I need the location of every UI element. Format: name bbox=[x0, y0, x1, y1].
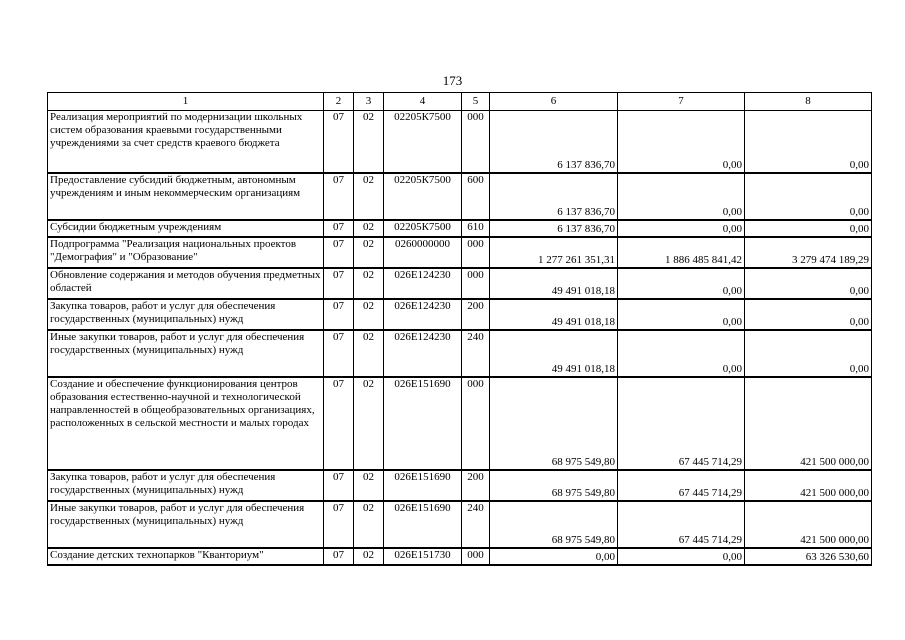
expense-type-cell: 240 bbox=[462, 330, 490, 377]
subsection-code-cell: 02 bbox=[354, 173, 384, 220]
row-name-cell: Создание детских технопарков "Кванториум" bbox=[48, 548, 324, 565]
page-number: 173 bbox=[442, 73, 463, 88]
amount-col6-cell: 68 975 549,80 bbox=[490, 501, 618, 548]
table-row bbox=[48, 548, 872, 565]
section-code-cell: 07 bbox=[324, 173, 354, 220]
expense-type-cell: 600 bbox=[462, 173, 490, 220]
target-article-cell: 0260000000 bbox=[384, 237, 462, 268]
target-article-cell: 02205К7500 bbox=[384, 173, 462, 220]
section-code-cell: 07 bbox=[324, 237, 354, 268]
expense-type-cell: 200 bbox=[462, 299, 490, 330]
amount-col6-cell: 68 975 549,80 bbox=[490, 377, 618, 470]
section-code-cell: 07 bbox=[324, 330, 354, 377]
table-body bbox=[48, 111, 872, 565]
amount-col8-cell: 421 500 000,00 bbox=[745, 501, 872, 548]
table-row bbox=[48, 111, 872, 173]
subsection-code-cell: 02 bbox=[354, 377, 384, 470]
amount-col6-cell: 0,00 bbox=[490, 548, 618, 565]
amount-col8-cell: 421 500 000,00 bbox=[745, 377, 872, 470]
table-row bbox=[48, 377, 872, 470]
column-header: 2 bbox=[324, 93, 354, 111]
subsection-code-cell: 02 bbox=[354, 299, 384, 330]
amount-col7-cell: 0,00 bbox=[618, 548, 745, 565]
amount-col8-cell: 0,00 bbox=[745, 299, 872, 330]
table-header-row bbox=[48, 93, 872, 111]
expense-type-cell: 610 bbox=[462, 220, 490, 237]
amount-col7-cell: 0,00 bbox=[618, 111, 745, 173]
expense-type-cell: 000 bbox=[462, 237, 490, 268]
column-header: 5 bbox=[462, 93, 490, 111]
row-name-cell: Реализация мероприятий по модернизации школьных систем образования краевыми государственными учреждениями за счет средств краевого бюджета bbox=[48, 111, 324, 173]
amount-col8-cell: 0,00 bbox=[745, 220, 872, 237]
target-article-cell: 026E151690 bbox=[384, 377, 462, 470]
column-header: 4 bbox=[384, 93, 462, 111]
table-row bbox=[48, 237, 872, 268]
subsection-code-cell: 02 bbox=[354, 548, 384, 565]
amount-col6-cell: 1 277 261 351,31 bbox=[490, 237, 618, 268]
amount-col8-cell: 3 279 474 189,29 bbox=[745, 237, 872, 268]
amount-col6-cell: 49 491 018,18 bbox=[490, 299, 618, 330]
section-code-cell: 07 bbox=[324, 470, 354, 501]
amount-col7-cell: 67 445 714,29 bbox=[618, 470, 745, 501]
section-code-cell: 07 bbox=[324, 111, 354, 173]
target-article-cell: 02205К7500 bbox=[384, 111, 462, 173]
section-code-cell: 07 bbox=[324, 268, 354, 299]
section-code-cell: 07 bbox=[324, 377, 354, 470]
target-article-cell: 026E151690 bbox=[384, 470, 462, 501]
subsection-code-cell: 02 bbox=[354, 330, 384, 377]
amount-col6-cell: 68 975 549,80 bbox=[490, 470, 618, 501]
amount-col7-cell: 0,00 bbox=[618, 299, 745, 330]
subsection-code-cell: 02 bbox=[354, 268, 384, 299]
column-header: 6 bbox=[490, 93, 618, 111]
amount-col6-cell: 6 137 836,70 bbox=[490, 220, 618, 237]
table-row bbox=[48, 470, 872, 501]
row-name-cell: Закупка товаров, работ и услуг для обеспечения государственных (муниципальных) нужд bbox=[48, 470, 324, 501]
amount-col7-cell: 0,00 bbox=[618, 330, 745, 377]
row-name-cell: Закупка товаров, работ и услуг для обеспечения государственных (муниципальных) нужд bbox=[48, 299, 324, 330]
expense-type-cell: 000 bbox=[462, 268, 490, 299]
row-name-cell: Предоставление субсидий бюджетным, автономным учреждениям и иным некоммерческим организациям bbox=[48, 173, 324, 220]
target-article-cell: 026E124230 bbox=[384, 299, 462, 330]
target-article-cell: 026E124230 bbox=[384, 330, 462, 377]
table-row bbox=[48, 220, 872, 237]
column-header: 1 bbox=[48, 93, 324, 111]
section-code-cell: 07 bbox=[324, 299, 354, 330]
target-article-cell: 026E151730 bbox=[384, 548, 462, 565]
amount-col6-cell: 49 491 018,18 bbox=[490, 330, 618, 377]
amount-col8-cell: 0,00 bbox=[745, 268, 872, 299]
table-row bbox=[48, 501, 872, 548]
target-article-cell: 02205К7500 bbox=[384, 220, 462, 237]
subsection-code-cell: 02 bbox=[354, 237, 384, 268]
subsection-code-cell: 02 bbox=[354, 220, 384, 237]
table-row bbox=[48, 173, 872, 220]
row-name-cell: Иные закупки товаров, работ и услуг для обеспечения государственных (муниципальных) нужд bbox=[48, 501, 324, 548]
row-name-cell: Субсидии бюджетным учреждениям bbox=[48, 220, 324, 237]
amount-col8-cell: 63 326 530,60 bbox=[745, 548, 872, 565]
section-code-cell: 07 bbox=[324, 501, 354, 548]
target-article-cell: 026E124230 bbox=[384, 268, 462, 299]
amount-col6-cell: 6 137 836,70 bbox=[490, 111, 618, 173]
amount-col7-cell: 67 445 714,29 bbox=[618, 501, 745, 548]
expense-type-cell: 200 bbox=[462, 470, 490, 501]
amount-col7-cell: 0,00 bbox=[618, 268, 745, 299]
expense-type-cell: 000 bbox=[462, 111, 490, 173]
row-name-cell: Иные закупки товаров, работ и услуг для обеспечения государственных (муниципальных) нужд bbox=[48, 330, 324, 377]
table-row bbox=[48, 268, 872, 299]
target-article-cell: 026E151690 bbox=[384, 501, 462, 548]
amount-col6-cell: 6 137 836,70 bbox=[490, 173, 618, 220]
amount-col8-cell: 0,00 bbox=[745, 330, 872, 377]
expense-type-cell: 000 bbox=[462, 548, 490, 565]
budget-table bbox=[47, 92, 872, 566]
amount-col7-cell: 0,00 bbox=[618, 220, 745, 237]
table-row bbox=[48, 299, 872, 330]
section-code-cell: 07 bbox=[324, 548, 354, 565]
column-header: 8 bbox=[745, 93, 872, 111]
amount-col7-cell: 0,00 bbox=[618, 173, 745, 220]
expense-type-cell: 240 bbox=[462, 501, 490, 548]
expense-type-cell: 000 bbox=[462, 377, 490, 470]
subsection-code-cell: 02 bbox=[354, 111, 384, 173]
amount-col7-cell: 1 886 485 841,42 bbox=[618, 237, 745, 268]
column-header: 3 bbox=[354, 93, 384, 111]
amount-col7-cell: 67 445 714,29 bbox=[618, 377, 745, 470]
amount-col8-cell: 421 500 000,00 bbox=[745, 470, 872, 501]
row-name-cell: Обновление содержания и методов обучения предметных областей bbox=[48, 268, 324, 299]
amount-col6-cell: 49 491 018,18 bbox=[490, 268, 618, 299]
amount-col8-cell: 0,00 bbox=[745, 173, 872, 220]
subsection-code-cell: 02 bbox=[354, 501, 384, 548]
row-name-cell: Подпрограмма "Реализация национальных проектов "Демография" и "Образование" bbox=[48, 237, 324, 268]
table-row bbox=[48, 330, 872, 377]
amount-col8-cell: 0,00 bbox=[745, 111, 872, 173]
row-name-cell: Создание и обеспечение функционирования центров образования естественно-научной и технологической направленностей в общеобразовательных организациях, расположенных в сельской местности и малых городах bbox=[48, 377, 324, 470]
column-header: 7 bbox=[618, 93, 745, 111]
subsection-code-cell: 02 bbox=[354, 470, 384, 501]
section-code-cell: 07 bbox=[324, 220, 354, 237]
